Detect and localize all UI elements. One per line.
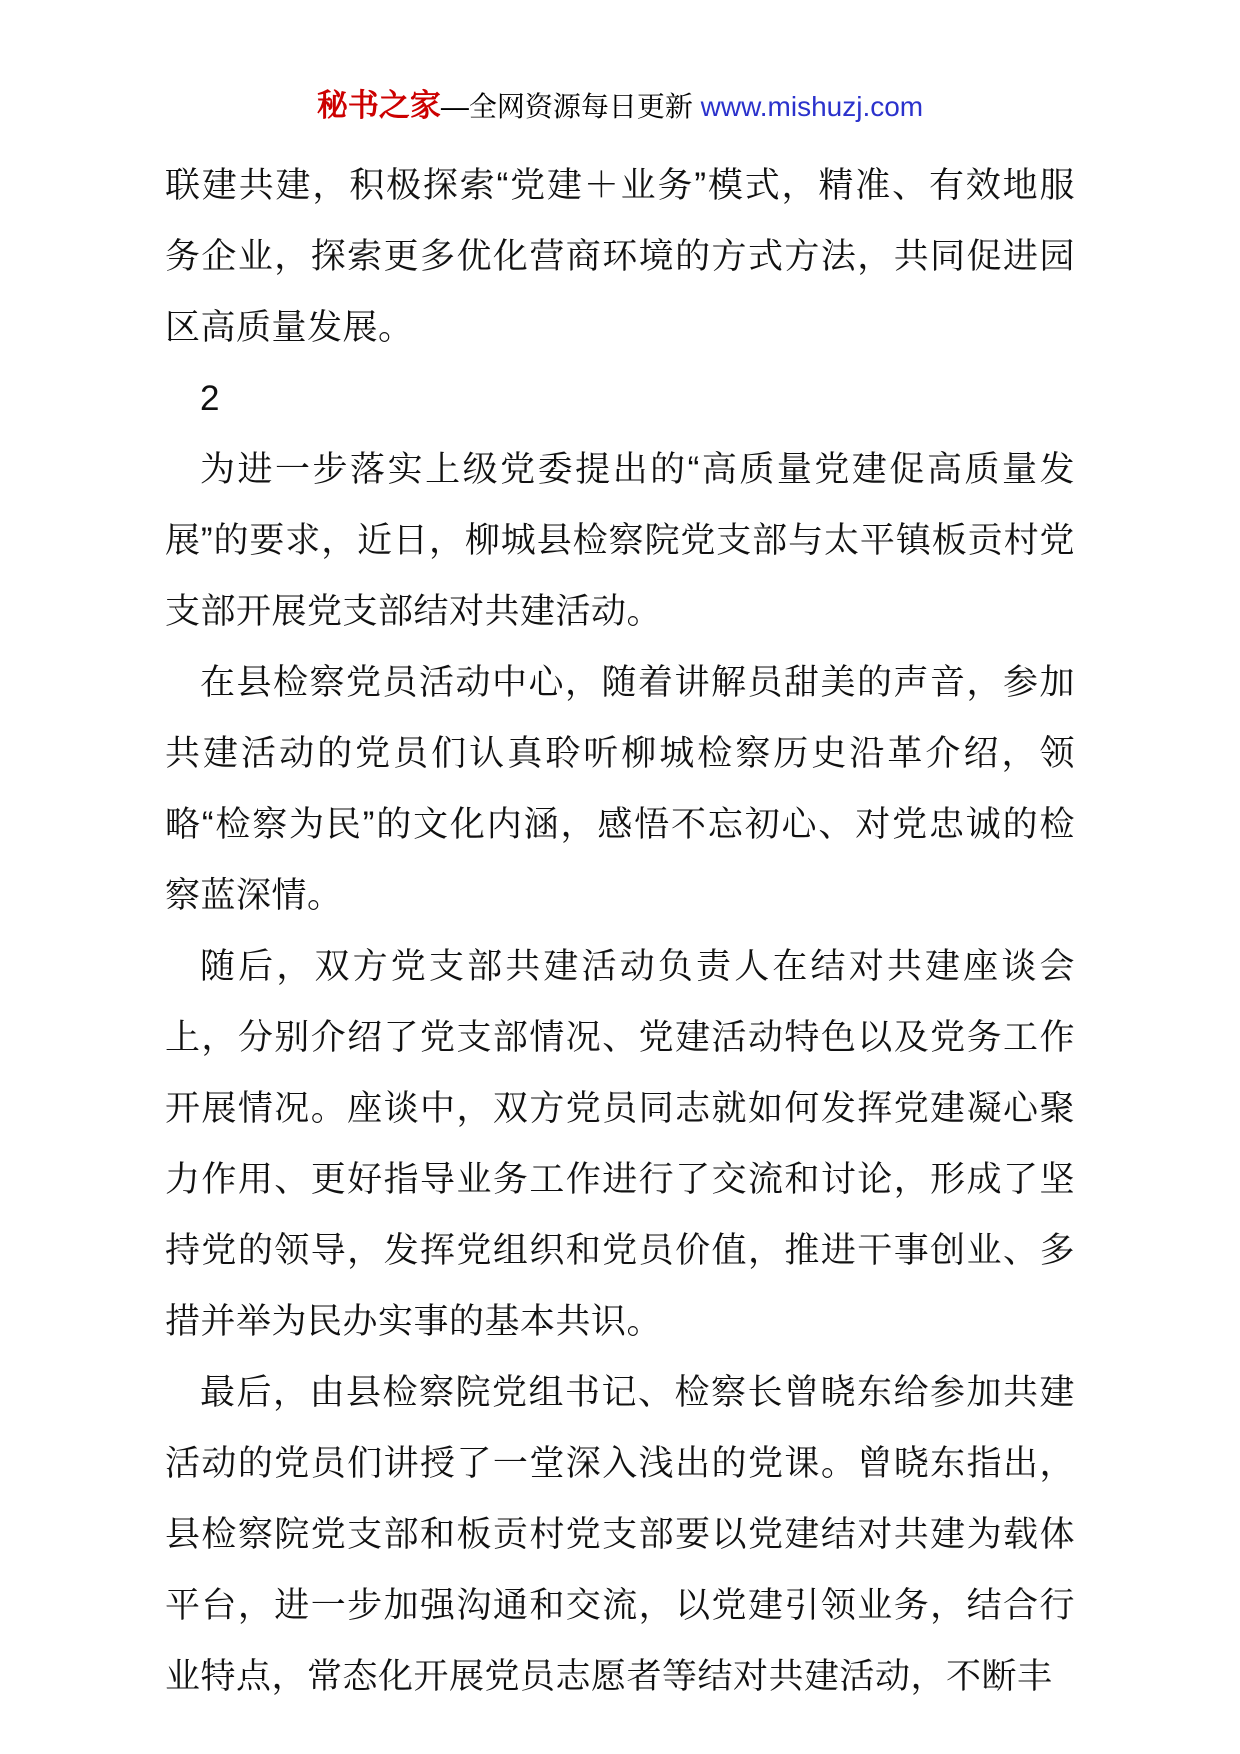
paragraph: 为进一步落实上级党委提出的“高质量党建促高质量发展”的要求，近日，柳城县检察院党支部与太平镇板贡村党支部开展党支部结对共建活动。 bbox=[165, 450, 1075, 631]
section-number: 2 bbox=[200, 379, 220, 418]
paragraph: 随后，双方党支部共建活动负责人在结对共建座谈会上，分别介绍了党支部情况、党建活动特色以及党务工作开展情况。座谈中，双方党员同志就如何发挥党建凝心聚力作用、更好指导业务工作进行了交流和讨论，形成了坚持党的领导，发挥党组织和党员价值，推进干事创业、多措并举为民办实事的基本共识。 bbox=[165, 947, 1075, 1341]
paragraph: 在县检察党员活动中心，随着讲解员甜美的声音，参加共建活动的党员们认真聆听柳城检察历史沿革介绍，领略“检察为民”的文化内涵，感悟不忘初心、对党忠诚的检察蓝深情。 bbox=[165, 663, 1075, 915]
site-tagline: —全网资源每日更新 bbox=[440, 91, 701, 122]
document-body bbox=[165, 150, 1075, 1712]
paragraph-continuation: 联建共建，积极探索“党建＋业务”模式，精准、有效地服务企业，探索更多优化营商环境的方式方法，共同促进园区高质量发展。 bbox=[165, 166, 1075, 347]
paragraph: 最后，由县检察院党组书记、检察长曾晓东给参加共建活动的党员们讲授了一堂深入浅出的党课。曾晓东指出，县检察院党支部和板贡村党支部要以党建结对共建为载体平台，进一步加强沟通和交流，以党建引领业务，结合行业特点，常态化开展党员志愿者等结对共建活动，不断丰 bbox=[165, 1373, 1075, 1696]
site-header bbox=[165, 84, 1075, 128]
site-brand: 秘书之家 bbox=[316, 88, 441, 123]
site-url-link[interactable]: www.mishuzj.com bbox=[700, 91, 924, 122]
